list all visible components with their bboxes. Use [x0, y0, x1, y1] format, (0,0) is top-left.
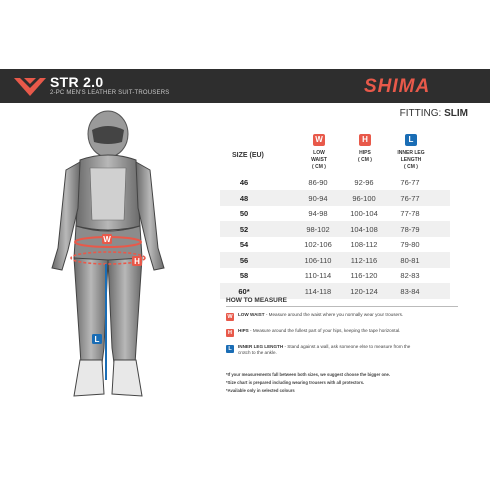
hips-cell: 92-96 [354, 178, 374, 187]
shima-brand-logo [362, 75, 472, 97]
table-row [220, 221, 450, 237]
hips-column-header: HIPS ( CM ) [358, 150, 372, 163]
table-row [220, 190, 450, 206]
measure-letter-icon: W [227, 314, 233, 320]
waist-cell: 102-106 [304, 240, 332, 249]
waist-column-icon: W [313, 134, 325, 146]
table-row [220, 174, 450, 190]
inner-leg-cell: 77-78 [400, 209, 420, 218]
inner-leg-cell: 76-77 [400, 193, 420, 203]
instruction-text: LOW WAIST - Measure around the waist where you normally wear your trousers. [238, 312, 404, 317]
waist-cell: 94-98 [308, 209, 328, 218]
inner-leg-column-header: INNER LEG LENGTH ( CM ) [397, 150, 425, 170]
divider [226, 306, 458, 307]
svg-text:L: L [94, 335, 100, 344]
fitting-prefix: FITTING: [399, 108, 442, 119]
rider-figure-illustration [28, 108, 188, 398]
table-row [220, 252, 450, 268]
svg-text:SHIMA: SHIMA [364, 76, 431, 97]
footnote: *Available only in selected colours [226, 388, 295, 393]
footnote: *Size chart is prepared including wearing trousers with all protectors. [226, 380, 365, 385]
table-row [220, 267, 450, 283]
size-cell: 54 [239, 240, 249, 249]
size-cell: 60* [238, 286, 250, 296]
inner-leg-cell: 76-77 [400, 178, 420, 187]
size-cell: 58 [239, 271, 249, 280]
waist-cell: 98-102 [306, 224, 330, 234]
measure-letter-icon: H [226, 329, 234, 337]
size-cell: 50 [239, 209, 249, 218]
size-column-header: SIZE (EU) [232, 152, 264, 159]
inner-leg-cell: 79-80 [400, 240, 420, 249]
table-row [220, 236, 450, 252]
measure-letter-icon: L [226, 345, 234, 353]
header-bar [0, 69, 490, 103]
instruction-text: HIPS - Measure around the fullest part of your hips, keeping the tape horizontal. [238, 328, 401, 333]
inner-leg-cell: 78-79 [400, 224, 420, 234]
hips-cell: 116-120 [350, 271, 378, 280]
hips-column-icon: H [359, 134, 371, 146]
waist-cell: 86-90 [308, 178, 328, 187]
hips-cell: 108-112 [350, 240, 378, 249]
hips-cell: 100-104 [350, 209, 378, 218]
waist-cell: 90-94 [308, 193, 328, 203]
inner-leg-cell: 82-83 [400, 271, 420, 280]
hips-cell: 120-124 [350, 286, 378, 296]
waist-column-header: LOW WAIST ( CM ) [311, 150, 327, 170]
size-cell: 56 [239, 255, 249, 265]
footnote: *If your measurements fall between both sizes, we suggest choose the bigger one. [226, 372, 391, 377]
waist-cell: 110-114 [304, 271, 332, 280]
hips-cell: 96-100 [352, 193, 376, 203]
inner-leg-cell: 83-84 [400, 286, 420, 296]
inner-leg-column-icon: L [405, 134, 417, 146]
table-row [220, 205, 450, 221]
inner-leg-cell: 80-81 [400, 255, 420, 265]
instruction-text: INNER LEG LENGTH - Stand against a wall, ask someone else to measure from the crotch to the ankle. [238, 344, 411, 356]
product-subtitle: 2-PC MEN'S LEATHER SUIT-TROUSERS [50, 90, 170, 96]
hips-cell: 104-108 [350, 224, 378, 234]
fitting-label [400, 108, 468, 119]
size-cell: 52 [239, 224, 249, 234]
svg-text:H: H [134, 257, 140, 266]
size-cell: 46 [239, 178, 249, 187]
svg-text:W: W [103, 235, 111, 244]
shima-logo-mark-icon [10, 74, 50, 98]
waist-cell: 114-118 [304, 286, 332, 296]
how-to-measure-title: HOW TO MEASURE [226, 297, 287, 304]
product-title: STR 2.0 [50, 74, 104, 90]
fitting-value: SLIM [444, 108, 468, 119]
size-cell: 48 [239, 193, 249, 203]
hips-cell: 112-116 [350, 255, 378, 265]
waist-cell: 106-110 [304, 255, 332, 265]
